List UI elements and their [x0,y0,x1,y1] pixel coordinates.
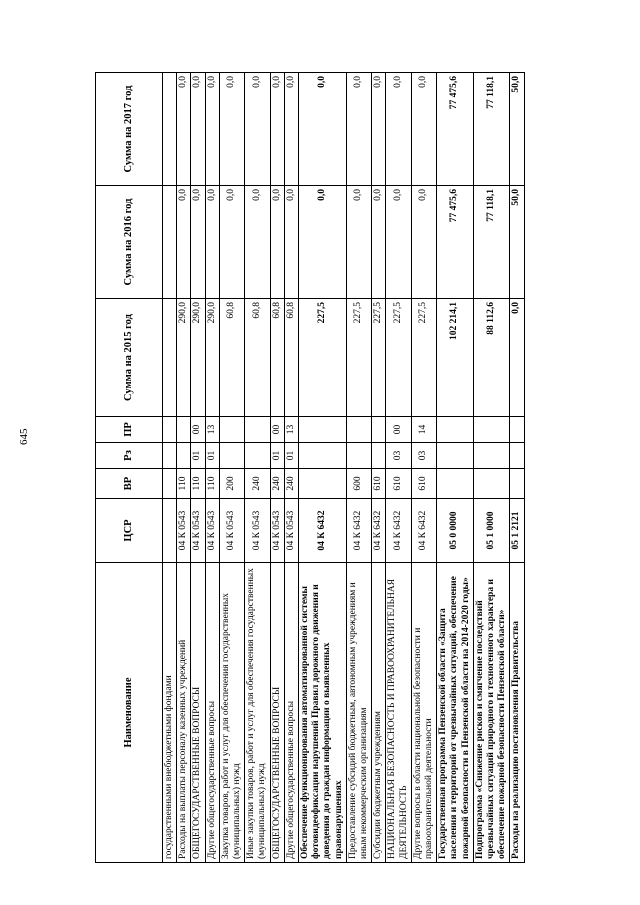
cell-rz: 03 [411,443,436,469]
cell-s2015: 227,5 [386,299,411,417]
cell-rz [299,443,347,469]
cell-vr [437,469,474,499]
table-row [191,73,205,863]
cell-csr: 05 1 2121 [510,499,524,563]
cell-vr: 110 [177,469,191,499]
cell-rz [473,443,510,469]
cell-s2015: 227,5 [411,299,436,417]
cell-s2017: 0,0 [284,73,298,186]
cell-s2016 [163,186,177,299]
cell-pr: 00 [270,417,284,443]
cell-s2016: 0,0 [299,186,347,299]
cell-csr: 04 К 0543 [270,499,284,563]
cell-pr [245,417,270,443]
cell-pr: 13 [205,417,219,443]
table-row [163,73,177,863]
cell-name: Иные закупки товаров, работ и услуг для обеспечения государственных (муниципальных) нужд [245,563,270,863]
cell-pr: 14 [411,417,436,443]
cell-s2017: 0,0 [270,73,284,186]
cell-s2016: 0,0 [270,186,284,299]
header-vr: ВР [96,469,163,499]
cell-csr: 04 К 6432 [346,499,371,563]
table-row [205,73,219,863]
cell-s2017: 0,0 [191,73,205,186]
cell-csr: 04 К 0543 [191,499,205,563]
cell-pr [510,417,524,443]
cell-name: Расходы на выплаты персоналу казенных учреждений [177,563,191,863]
cell-pr [163,417,177,443]
cell-s2016: 0,0 [372,186,386,299]
table-row [245,73,270,863]
cell-vr [163,469,177,499]
cell-name: Другие вопросы в области национальной безопасности и правоохранительной деятельности [411,563,436,863]
cell-pr [177,417,191,443]
cell-pr [346,417,371,443]
cell-s2016: 0,0 [205,186,219,299]
cell-s2016: 0,0 [284,186,298,299]
cell-name: Закупка товаров, работ и услуг для обеспечения государственных (муниципальных) нужд [219,563,244,863]
header-name: Наименование [96,563,163,863]
cell-csr: 05 0 0000 [437,499,474,563]
cell-csr: 04 К 6432 [299,499,347,563]
cell-s2017: 0,0 [386,73,411,186]
cell-rz: 03 [386,443,411,469]
cell-vr: 240 [284,469,298,499]
cell-csr [163,499,177,563]
cell-s2015: 60,8 [245,299,270,417]
cell-s2017: 0,0 [205,73,219,186]
cell-s2017: 77 475,6 [437,73,474,186]
cell-name: Расходы на реализацию постановления Правительства [510,563,524,863]
cell-rz: 01 [191,443,205,469]
table-row [270,73,284,863]
cell-rz [372,443,386,469]
cell-vr [510,469,524,499]
cell-s2017 [163,73,177,186]
cell-s2015: 0,0 [510,299,524,417]
cell-rz [245,443,270,469]
cell-csr: 04 К 0543 [205,499,219,563]
cell-pr [372,417,386,443]
cell-s2016: 77 118,1 [473,186,510,299]
cell-name: Другие общегосударственные вопросы [205,563,219,863]
cell-vr: 110 [191,469,205,499]
cell-s2015: 290,0 [177,299,191,417]
cell-name: Обеспечение функционирования автоматизированной системы фотовидеофиксации нарушений Правил дорожного движения и доведения до граждан информации о выявленных правонарушениях [299,563,347,863]
table-row [372,73,386,863]
cell-vr: 240 [245,469,270,499]
cell-s2015: 290,0 [191,299,205,417]
cell-csr: 05 1 0000 [473,499,510,563]
header-csr: ЦСР [96,499,163,563]
cell-s2016: 77 475,6 [437,186,474,299]
cell-csr: 04 К 6432 [386,499,411,563]
cell-pr: 00 [386,417,411,443]
cell-rz [219,443,244,469]
cell-rz [346,443,371,469]
cell-name: Субсидии бюджетным учреждениям [372,563,386,863]
cell-s2016: 50,0 [510,186,524,299]
cell-csr: 04 К 6432 [372,499,386,563]
cell-s2016: 0,0 [346,186,371,299]
table-row [346,73,371,863]
cell-name: ОБЩЕГОСУДАРСТВЕННЫЕ ВОПРОСЫ [191,563,205,863]
cell-s2016: 0,0 [386,186,411,299]
rotated-table-container [95,73,565,863]
cell-s2015: 227,5 [346,299,371,417]
cell-s2015: 60,8 [270,299,284,417]
cell-name: Другие общегосударственные вопросы [284,563,298,863]
cell-s2017: 0,0 [177,73,191,186]
cell-rz: 01 [270,443,284,469]
cell-s2017: 0,0 [372,73,386,186]
cell-s2016: 0,0 [245,186,270,299]
budget-table [95,72,525,863]
cell-vr [473,469,510,499]
cell-s2015: 102 214,1 [437,299,474,417]
cell-s2017: 0,0 [219,73,244,186]
table-row [437,73,474,863]
cell-name: Государственная программа Пензенской области «Защита населения и территорий от чрезвычайных ситуаций, обеспечение пожарной безопасности в Пензенской области на 2014-2020 годы» [437,563,474,863]
cell-rz [163,443,177,469]
table-row [411,73,436,863]
header-sum-2016: Сумма на 2016 год [96,186,163,299]
cell-pr [299,417,347,443]
cell-vr: 600 [346,469,371,499]
cell-s2016: 0,0 [177,186,191,299]
cell-s2016: 0,0 [191,186,205,299]
cell-csr: 04 К 0543 [284,499,298,563]
cell-s2015: 290,0 [205,299,219,417]
cell-pr [219,417,244,443]
cell-s2015: 227,5 [299,299,347,417]
cell-s2015: 60,8 [284,299,298,417]
table-row [284,73,298,863]
cell-name: Подпрограмма «Снижение рисков и смягчение последствий чрезвычайных ситуаций природного и техногенного характера и обеспечение пожарной безопасности Пензенской области» [473,563,510,863]
table-row [473,73,510,863]
cell-rz: 01 [284,443,298,469]
cell-csr: 04 К 6432 [411,499,436,563]
cell-pr: 13 [284,417,298,443]
header-pr: ПР [96,417,163,443]
cell-vr: 200 [219,469,244,499]
cell-rz: 01 [205,443,219,469]
cell-vr [299,469,347,499]
cell-pr: 00 [191,417,205,443]
cell-vr: 240 [270,469,284,499]
cell-s2016: 0,0 [411,186,436,299]
cell-s2015 [163,299,177,417]
cell-csr: 04 К 0543 [177,499,191,563]
table-row [386,73,411,863]
cell-rz [510,443,524,469]
cell-s2015: 227,5 [372,299,386,417]
cell-csr: 04 К 0543 [219,499,244,563]
table-row [299,73,347,863]
cell-vr: 610 [411,469,436,499]
cell-s2017: 0,0 [299,73,347,186]
cell-name: НАЦИОНАЛЬНАЯ БЕЗОПАСНОСТЬ И ПРАВООХРАНИТЕЛЬНАЯ ДЕЯТЕЛЬНОСТЬ [386,563,411,863]
cell-s2017: 0,0 [411,73,436,186]
cell-pr [437,417,474,443]
cell-rz [437,443,474,469]
cell-s2015: 60,8 [219,299,244,417]
cell-s2017: 0,0 [346,73,371,186]
cell-vr: 110 [205,469,219,499]
header-rz: Рз [96,443,163,469]
header-row [96,73,163,863]
cell-vr: 610 [372,469,386,499]
cell-rz [177,443,191,469]
table-row [219,73,244,863]
cell-s2016: 0,0 [219,186,244,299]
cell-name: Предоставление субсидий бюджетным, автономным учреждениям и иным некоммерческим организациям [346,563,371,863]
cell-s2017: 77 118,1 [473,73,510,186]
header-sum-2015: Сумма на 2015 год [96,299,163,417]
cell-name: государственными внебюджетными фондами [163,563,177,863]
table-row [510,73,524,863]
cell-s2017: 0,0 [245,73,270,186]
cell-csr: 04 К 0543 [245,499,270,563]
header-sum-2017: Сумма на 2017 год [96,73,163,186]
page-number: 645 [18,428,30,445]
cell-s2017: 50,0 [510,73,524,186]
cell-name: ОБЩЕГОСУДАРСТВЕННЫЕ ВОПРОСЫ [270,563,284,863]
cell-pr [473,417,510,443]
cell-s2015: 88 112,6 [473,299,510,417]
table-row [177,73,191,863]
cell-vr: 610 [386,469,411,499]
